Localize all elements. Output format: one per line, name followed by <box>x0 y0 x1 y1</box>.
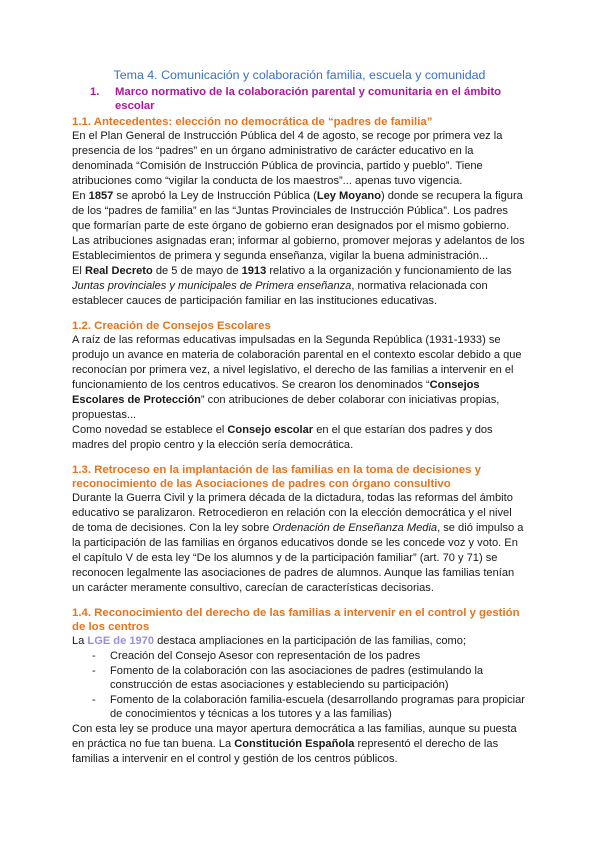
section-1-2-paragraph-2: Como novedad se establece el Consejo escolar en el que estarían dos padres y dos madres del propio centro y la elección sería democrática. <box>72 424 493 451</box>
section-1-4-paragraph-1: La LGE de 1970 destaca ampliaciones en la participación de las familias, como; <box>72 635 467 647</box>
section-1-3-heading: 1.3. Retroceso en la implantación de las familias en la toma de decisiones y reconocimiento de las Asociaciones de padres con órgano consultivo <box>72 464 481 490</box>
section-1-4-paragraph-2: Con esta ley se produce una mayor apertura democrática a las familias, aunque su puesta en práctica no fue tan buena. La Constitución Española representó el derecho de las familias a intervenir en el control y gestión de los centros públicos. <box>72 722 517 765</box>
list-item: - Fomento de la colaboración familia-escuela (desarrollando programas para propiciar de conocimientos y técnicas a los tutores y a las familias) <box>92 693 527 722</box>
document-title: Tema 4. Comunicación y colaboración familia, escuela y comunidad <box>113 68 486 82</box>
subtitle-number: 1. <box>90 86 100 98</box>
document-page <box>72 68 527 767</box>
list-item: - Creación del Consejo Asesor con representación de los padres <box>92 649 527 664</box>
section-1-3-paragraph-1: Durante la Guerra Civil y la primera década de la dictadura, todas las reformas del ámbito educativo se paralizaron. Retrocedieron en relación con la elección democrática y el nivel de toma de decisiones. Con la ley sobre Ordenación de Enseñanza Media, se dió impulso a la participación de las familias en órganos educativos donde se les concede voz y voto. En el capítulo V de esta ley “De los alumnos y de la participación familiar” (art. 70 y 71) se reconocen legalmente las asociaciones de padres de alumnos. Aunque las familias tenían un carácter meramente consultivo, carecían de características decisorias. <box>72 492 524 594</box>
list-item: - Fomento de la colaboración con las asociaciones de padres (estimulando la construcción de estas asociaciones y estableciendo su participación) <box>92 664 527 693</box>
subtitle <box>72 85 527 113</box>
section-1-1-paragraph-3: El Real Decreto de 5 de mayo de 1913 relativo a la organización y funcionamiento de las Juntas provinciales y municipales de Primera enseñanza, normativa relacionada con establecer cauces de participación familiar en las instituciones educativas. <box>72 265 512 307</box>
section-1-4-list <box>72 649 527 722</box>
section-1-2-heading: 1.2. Creación de Consejos Escolares <box>72 320 271 332</box>
subtitle-text: Marco normativo de la colaboración parental y comunitaria en el ámbito escolar <box>115 86 502 112</box>
section-1-1-heading: 1.1. Antecedentes: elección no democrática de “padres de familia” <box>72 116 433 128</box>
section-1-2-paragraph-1: A raíz de las reformas educativas impulsadas en la Segunda República (1931-1933) se produjo un avance en materia de colaboración parental en el contexto escolar debido a que reconocían por primera vez, a nivel legislativo, el derecho de las familias a intervenir en el funcionamiento de los centros educativos. Se crearon los denominados “Consejos Escolares de Protección” con atribuciones de deber colaborar con iniciativas propias, propuestas... <box>72 334 522 421</box>
section-1-4-heading: 1.4. Reconocimiento del derecho de las familias a intervenir en el control y gestión de los centros <box>72 607 520 633</box>
section-1-1-paragraph-1: En el Plan General de Instrucción Pública del 4 de agosto, se recoge por primera vez la presencia de los “padres” en un órgano administrativo de carácter educativo en la denominada “Comisión de Instrucción Pública de provincia, partido y pueblo”. Tiene atribuciones como “vigilar la conducta de los maestros”... apenas tuvo vigencia. <box>72 130 503 187</box>
section-1-1-paragraph-2: En 1857 se aprobó la Ley de Instrucción Pública (Ley Moyano) donde se recupera la figura de los “padres de familia” en las “Juntas Provinciales de Instrucción Pública”. Los padres que formarían parte de este órgano de gobierno eran designados por el mismo gobierno. Las atribuciones asignadas eran; informar al gobierno, promover mejoras y adelantos de los Establecimientos de primera y segunda enseñanza, vigilar la buena administración... <box>72 190 525 262</box>
